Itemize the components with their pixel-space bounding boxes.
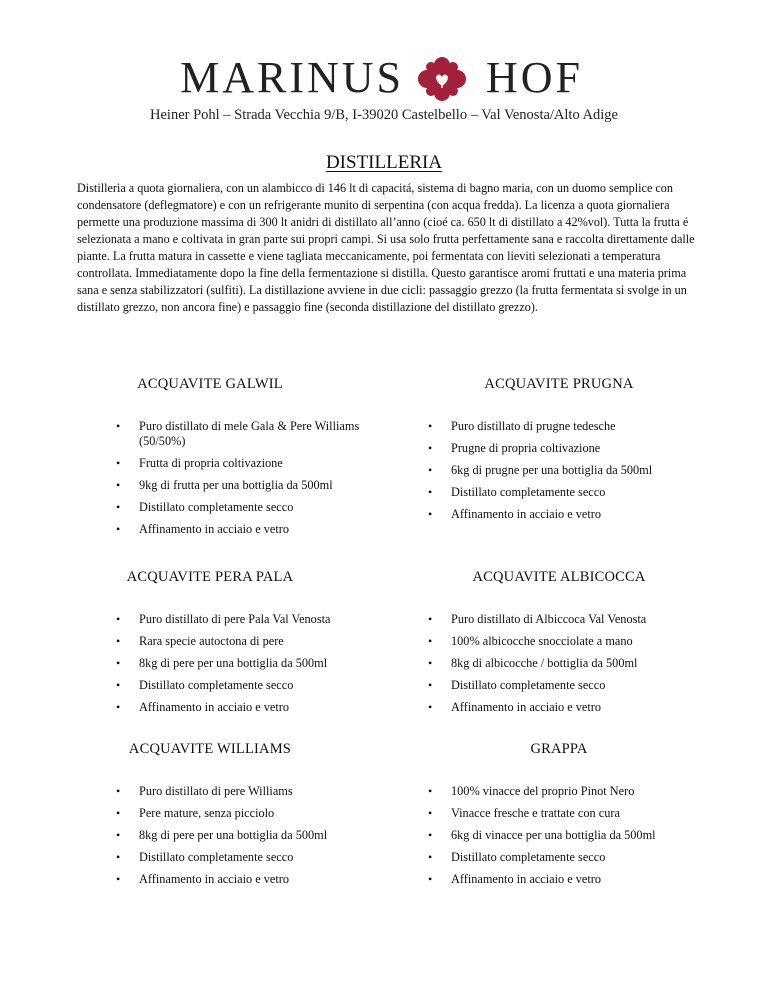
list-item: • Distillato completamente secco — [116, 850, 294, 864]
list-item: • 8kg di pere per una bottiglia da 500ml — [116, 828, 328, 842]
bullet-icon: • — [116, 872, 121, 886]
product-section-prugna — [409, 376, 699, 529]
bullet-icon: • — [116, 828, 121, 842]
list-item: • 6kg di prugne per una bottiglia da 500ml — [428, 463, 653, 477]
bullet-icon: • — [116, 478, 121, 492]
list-item: • Puro distillato di Albiccoca Val Venosta — [428, 612, 647, 626]
marinushof-logo — [0, 53, 768, 102]
product-section-williams — [97, 741, 387, 894]
product-heading: ACQUAVITE PRUGNA — [484, 376, 634, 392]
list-item: • Rara specie autoctona di pere — [116, 634, 284, 648]
list-item: • 100% vinacce del proprio Pinot Nero — [428, 784, 635, 798]
logo-text-right: HOF — [486, 53, 584, 102]
bullet-icon: • — [116, 806, 121, 820]
bullet-icon: • — [428, 419, 433, 433]
list-item: • Puro distillato di pere Pala Val Venosta — [116, 612, 331, 626]
bullet-icon: • — [428, 441, 433, 455]
list-item: • 6kg di vinacce per una bottiglia da 500ml — [428, 828, 656, 842]
list-item: • Affinamento in acciaio e vetro — [428, 507, 602, 521]
bullet-icon: • — [116, 634, 121, 648]
bullet-icon: • — [116, 656, 121, 670]
product-features-list — [97, 419, 387, 537]
product-section-grappa — [409, 741, 699, 894]
product-features-list — [97, 784, 387, 887]
bullet-icon: • — [116, 678, 121, 692]
list-item: • Affinamento in acciaio e vetro — [116, 700, 290, 714]
list-item: • Puro distillato di mele Gala & Pere Williams (50/50%) — [116, 419, 360, 448]
product-heading: GRAPPA — [530, 741, 588, 757]
heart-flower-emblem-icon — [416, 56, 468, 102]
bullet-icon: • — [428, 634, 433, 648]
bullet-icon: • — [428, 656, 433, 670]
product-heading: ACQUAVITE GALWIL — [137, 376, 283, 392]
list-item: • Distillato completamente secco — [116, 678, 294, 692]
list-item: • 100% albicocche snocciolate a mano — [428, 634, 633, 648]
list-item: • Affinamento in acciaio e vetro — [428, 700, 602, 714]
product-section-galwil — [97, 376, 387, 544]
list-item: • 8kg di albicocche / bottiglia da 500ml — [428, 656, 638, 670]
list-item: • Vinacce fresche e trattate con cura — [428, 806, 620, 820]
list-item: • 9kg di frutta per una bottiglia da 500ml — [116, 478, 333, 492]
bullet-icon: • — [428, 463, 433, 477]
product-section-albicocca — [409, 569, 699, 722]
bullet-icon: • — [428, 850, 433, 864]
bullet-icon: • — [428, 700, 433, 714]
list-item: • Distillato completamente secco — [428, 485, 606, 499]
bullet-icon: • — [116, 784, 121, 798]
bullet-icon: • — [428, 784, 433, 798]
page-title: DISTILLERIA — [325, 152, 443, 173]
bullet-icon: • — [428, 678, 433, 692]
intro-paragraph: Distilleria a quota giornaliera, con un alambicco di 146 lt di capacitá, sistema di bagno maria, con un duomo semplice con condensatore (deflegmatore) e con un refrigerante munito di serpentina (con acqua fredda). La licenza a quota giornaliera permette una produzione massima di 300 lt anidri di distillato all’anno (cioé ca. 650 lt di distillato a 42%vol). Tutta la frutta é selezionata a mano e coltivata in gran parte sui propri campi. Si usa solo frutta perfettamente sana e raccolta direttamente dalle piante. La frutta matura in cassette e viene tagliata meccanicamente, poi fermentata con lieviti selezionati a temperatura controllata. Immediatamente dopo la fine della fermentazione si distilla. Questo garantisce aromi fruttati e una materia prima sana e senza stabilizzatori (sulfiti). La distillazione avviene in due cicli: passaggio grezzo (la frutta fermentata si svolge in un distillato grezzo, non ancora fine) e passaggio fine (seconda distillazione del distillato grezzo). — [77, 181, 695, 314]
bullet-icon: • — [428, 872, 433, 886]
product-features-list — [409, 419, 699, 522]
bullet-icon: • — [116, 700, 121, 714]
bullet-icon: • — [116, 850, 121, 864]
list-item: • Affinamento in acciaio e vetro — [116, 872, 290, 886]
bullet-icon: • — [116, 522, 121, 536]
bullet-icon: • — [428, 485, 433, 499]
list-item: • 8kg di pere per una bottiglia da 500ml — [116, 656, 328, 670]
list-item: • Frutta di propria coltivazione — [116, 456, 283, 470]
list-item: • Affinamento in acciaio e vetro — [116, 522, 290, 536]
product-heading: ACQUAVITE ALBICOCCA — [472, 569, 646, 585]
bullet-icon: • — [116, 500, 121, 514]
product-features-list — [409, 784, 699, 887]
product-features-list — [97, 612, 387, 715]
bullet-icon: • — [116, 612, 121, 626]
bullet-icon: • — [428, 806, 433, 820]
product-section-pera-pala — [97, 569, 387, 722]
list-item: • Puro distillato di pere Williams — [116, 784, 293, 798]
bullet-icon: • — [428, 828, 433, 842]
bullet-icon: • — [428, 612, 433, 626]
bullet-icon: • — [116, 456, 121, 470]
list-item: • Distillato completamente secco — [428, 678, 606, 692]
list-item: • Affinamento in acciaio e vetro — [428, 872, 602, 886]
list-item: • Distillato completamente secco — [116, 500, 294, 514]
list-item: • Puro distillato di prugne tedesche — [428, 419, 616, 433]
bullet-icon: • — [428, 507, 433, 521]
address-line: Heiner Pohl – Strada Vecchia 9/B, I-39020 Castelbello – Val Venosta/Alto Adige — [150, 107, 618, 123]
product-heading: ACQUAVITE WILLIAMS — [128, 741, 292, 757]
product-features-list — [409, 612, 699, 715]
logo-text-left: MARINUS — [180, 53, 404, 102]
list-item: • Prugne di propria coltivazione — [428, 441, 601, 455]
product-heading: ACQUAVITE PERA PALA — [126, 569, 294, 585]
list-item: • Distillato completamente secco — [428, 850, 606, 864]
bullet-icon: • — [116, 419, 121, 433]
list-item: • Pere mature, senza picciolo — [116, 806, 275, 820]
